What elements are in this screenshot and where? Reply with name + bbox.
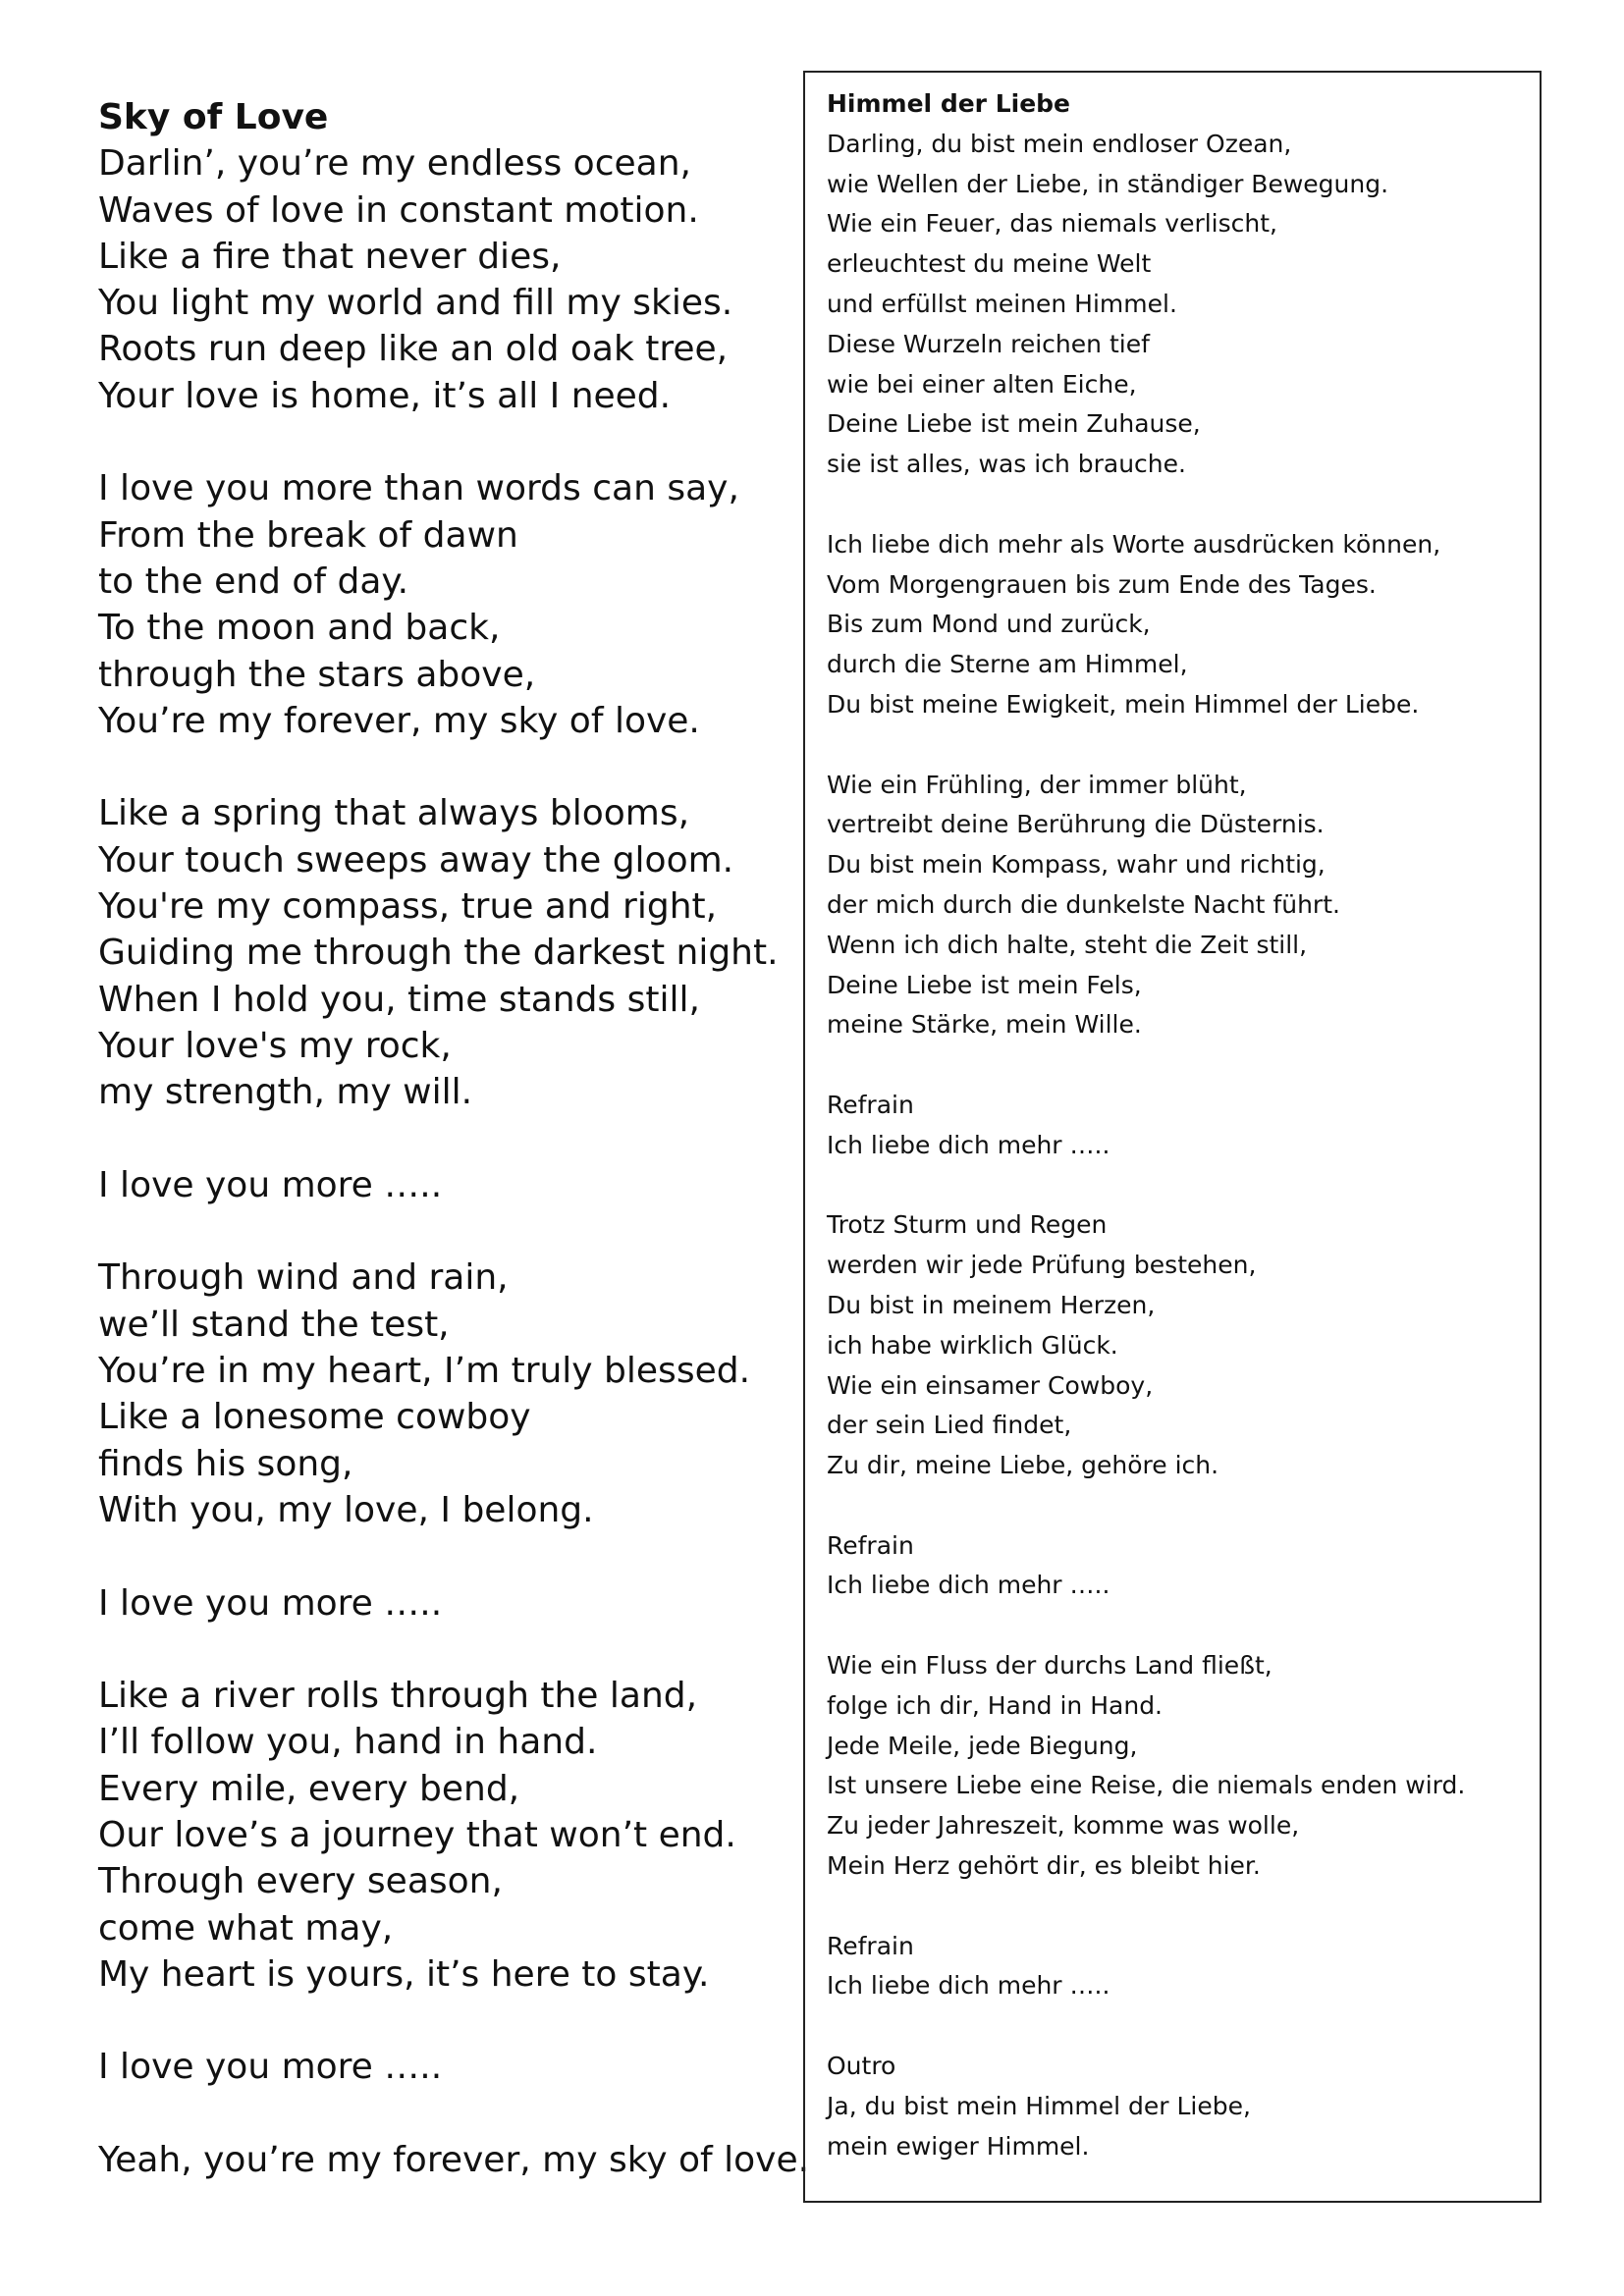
english-title: Sky of Love bbox=[98, 97, 329, 137]
english-lyric-line: Through wind and rain, bbox=[98, 1257, 509, 1299]
english-lyric-line: we’ll stand the test, bbox=[98, 1304, 450, 1345]
english-stanzas bbox=[98, 140, 810, 2183]
english-lyric-line: Like a river rolls through the land, bbox=[98, 1676, 698, 1717]
english-lyric-line: I love you more than words can say, bbox=[98, 468, 739, 509]
german-lyric-line: Du bist in meinem Herzen, bbox=[827, 1290, 1156, 1319]
english-lyric-line: You’re in my heart, I’m truly blessed. bbox=[98, 1351, 751, 1392]
english-stanza bbox=[98, 1673, 805, 1998]
german-lyric-line: und erfüllst meinen Himmel. bbox=[827, 289, 1177, 318]
english-lyric-line: come what may, bbox=[98, 1907, 394, 1949]
german-lyric-line: Darling, du bist mein endloser Ozean, bbox=[827, 129, 1292, 158]
german-lyric-line: vertreibt deine Berührung die Düsternis. bbox=[827, 810, 1325, 839]
english-lyrics bbox=[98, 94, 810, 2230]
german-stanza bbox=[827, 2047, 1534, 2166]
english-lyric-line: Like a fire that never dies, bbox=[98, 236, 562, 277]
german-lyric-line: Wie ein Feuer, das niemals verlischt, bbox=[827, 209, 1277, 239]
german-title: Himmel der Liebe bbox=[827, 89, 1071, 118]
english-lyric-line: Your touch sweeps away the gloom. bbox=[98, 839, 734, 881]
german-lyric-line: Refrain bbox=[827, 1931, 914, 1960]
english-lyric-line: Our love’s a journey that won’t end. bbox=[98, 1814, 736, 1855]
english-lyric-line: Waves of love in constant motion. bbox=[98, 189, 699, 231]
german-lyric-line: Wie ein einsamer Cowboy, bbox=[827, 1370, 1154, 1400]
german-lyric-line: Ich liebe dich mehr ….. bbox=[827, 1971, 1110, 2001]
english-lyric-line: I love you more ….. bbox=[98, 1164, 443, 1205]
english-stanza bbox=[98, 465, 805, 744]
english-lyric-line: through the stars above, bbox=[98, 654, 536, 695]
german-lyric-line: ich habe wirklich Glück. bbox=[827, 1330, 1118, 1360]
german-lyric-line: folge ich dir, Hand in Hand. bbox=[827, 1690, 1164, 1720]
german-lyric-line: der mich durch die dunkelste Nacht führt. bbox=[827, 889, 1340, 919]
english-stanza bbox=[98, 790, 805, 1115]
english-lyric-line: my strength, my will. bbox=[98, 1072, 473, 1113]
german-lyric-line: werden wir jede Prüfung bestehen, bbox=[827, 1251, 1257, 1280]
english-lyric-line: Every mile, every bend, bbox=[98, 1768, 520, 1809]
german-lyric-line: Ist unsere Liebe eine Reise, die niemals enden wird. bbox=[827, 1771, 1466, 1800]
german-stanzas bbox=[827, 125, 1534, 2167]
german-lyric-line: Ich liebe dich mehr ….. bbox=[827, 1130, 1110, 1159]
german-lyric-line: Ich liebe dich mehr ….. bbox=[827, 1571, 1110, 1600]
english-lyric-line: finds his song, bbox=[98, 1443, 353, 1484]
english-lyric-line: With you, my love, I belong. bbox=[98, 1489, 594, 1530]
english-lyric-line: Through every season, bbox=[98, 1861, 503, 1902]
german-lyric-line: Outro bbox=[827, 2052, 896, 2081]
german-lyric-line: wie bei einer alten Eiche, bbox=[827, 369, 1137, 399]
german-lyric-line: Refrain bbox=[827, 1090, 914, 1119]
german-lyric-line: Wenn ich dich halte, steht die Zeit still, bbox=[827, 930, 1308, 959]
german-lyric-line: Wie ein Fluss der durchs Land fließt, bbox=[827, 1651, 1272, 1681]
english-stanza bbox=[98, 2044, 805, 2090]
english-lyric-line: You’re my forever, my sky of love. bbox=[98, 700, 700, 741]
german-lyric-line: durch die Sterne am Himmel, bbox=[827, 650, 1188, 679]
german-stanza bbox=[827, 1205, 1534, 1486]
english-lyric-line: I’ll follow you, hand in hand. bbox=[98, 1722, 598, 1763]
german-lyric-line: wie Wellen der Liebe, in ständiger Bewegung. bbox=[827, 169, 1389, 198]
german-stanza bbox=[827, 1927, 1534, 2007]
english-lyric-line: You're my compass, true and right, bbox=[98, 886, 718, 928]
german-lyric-line: Du bist mein Kompass, wahr und richtig, bbox=[827, 850, 1326, 880]
english-stanza bbox=[98, 2137, 810, 2183]
german-lyric-line: mein ewiger Himmel. bbox=[827, 2131, 1090, 2161]
german-stanza bbox=[827, 125, 1534, 485]
english-lyric-line: Your love's my rock, bbox=[98, 1025, 452, 1066]
german-stanza bbox=[827, 1526, 1534, 1607]
german-lyric-line: Jede Meile, jede Biegung, bbox=[827, 1731, 1138, 1760]
german-stanza bbox=[827, 1646, 1534, 1887]
english-lyric-line: Roots run deep like an old oak tree, bbox=[98, 329, 729, 370]
english-lyric-line: My heart is yours, it’s here to stay. bbox=[98, 1953, 710, 1995]
german-lyric-line: Du bist meine Ewigkeit, mein Himmel der Liebe. bbox=[827, 689, 1420, 719]
english-lyric-line: You light my world and fill my skies. bbox=[98, 283, 733, 324]
german-stanza bbox=[827, 766, 1534, 1046]
german-lyric-line: Deine Liebe ist mein Zuhause, bbox=[827, 409, 1201, 439]
english-lyric-line: I love you more ….. bbox=[98, 1582, 443, 1624]
german-lyric-line: Bis zum Mond und zurück, bbox=[827, 610, 1151, 639]
german-lyric-line: Zu dir, meine Liebe, gehöre ich. bbox=[827, 1451, 1219, 1480]
german-stanza bbox=[827, 1086, 1534, 1166]
english-stanza bbox=[98, 1255, 805, 1533]
german-lyric-line: Ich liebe dich mehr als Worte ausdrücken können, bbox=[827, 529, 1441, 559]
english-stanza bbox=[98, 1580, 805, 1627]
german-lyric-line: Mein Herz gehört dir, es bleibt hier. bbox=[827, 1851, 1261, 1881]
german-lyric-line: Vom Morgengrauen bis zum Ende des Tages. bbox=[827, 569, 1377, 599]
english-lyric-line: From the break of dawn bbox=[98, 514, 518, 556]
german-lyric-line: sie ist alles, was ich brauche. bbox=[827, 450, 1186, 479]
english-lyric-line: To the moon and back, bbox=[98, 608, 501, 649]
english-lyric-line: to the end of day. bbox=[98, 561, 409, 602]
german-lyric-line: meine Stärke, mein Wille. bbox=[827, 1010, 1142, 1040]
english-lyric-line: Like a lonesome cowboy bbox=[98, 1397, 531, 1438]
german-lyric-line: Refrain bbox=[827, 1530, 914, 1560]
german-lyric-line: Trotz Sturm und Regen bbox=[827, 1210, 1108, 1240]
german-lyric-line: Ja, du bist mein Himmel der Liebe, bbox=[827, 2091, 1251, 2120]
english-lyric-line: I love you more ….. bbox=[98, 2047, 443, 2088]
english-lyric-line: When I hold you, time stands still, bbox=[98, 979, 700, 1020]
english-stanza bbox=[98, 1162, 805, 1208]
german-lyric-line: Wie ein Frühling, der immer blüht, bbox=[827, 770, 1247, 799]
german-lyric-line: Zu jeder Jahreszeit, komme was wolle, bbox=[827, 1811, 1300, 1841]
english-lyric-line: Your love is home, it’s all I need. bbox=[98, 375, 672, 416]
english-lyric-line: Darlin’, you’re my endless ocean, bbox=[98, 143, 691, 185]
german-stanza bbox=[827, 525, 1534, 725]
english-stanza bbox=[98, 140, 805, 419]
german-lyric-line: der sein Lied findet, bbox=[827, 1411, 1072, 1440]
german-lyric-line: Deine Liebe ist mein Fels, bbox=[827, 970, 1142, 999]
english-lyric-line: Yeah, you’re my forever, my sky of love. bbox=[98, 2140, 810, 2181]
english-lyric-line: Like a spring that always blooms, bbox=[98, 793, 690, 834]
german-lyric-line: erleuchtest du meine Welt bbox=[827, 249, 1152, 279]
german-lyrics bbox=[827, 84, 1534, 2207]
german-lyric-line: Diese Wurzeln reichen tief bbox=[827, 329, 1150, 358]
english-lyric-line: Guiding me through the darkest night. bbox=[98, 933, 779, 974]
